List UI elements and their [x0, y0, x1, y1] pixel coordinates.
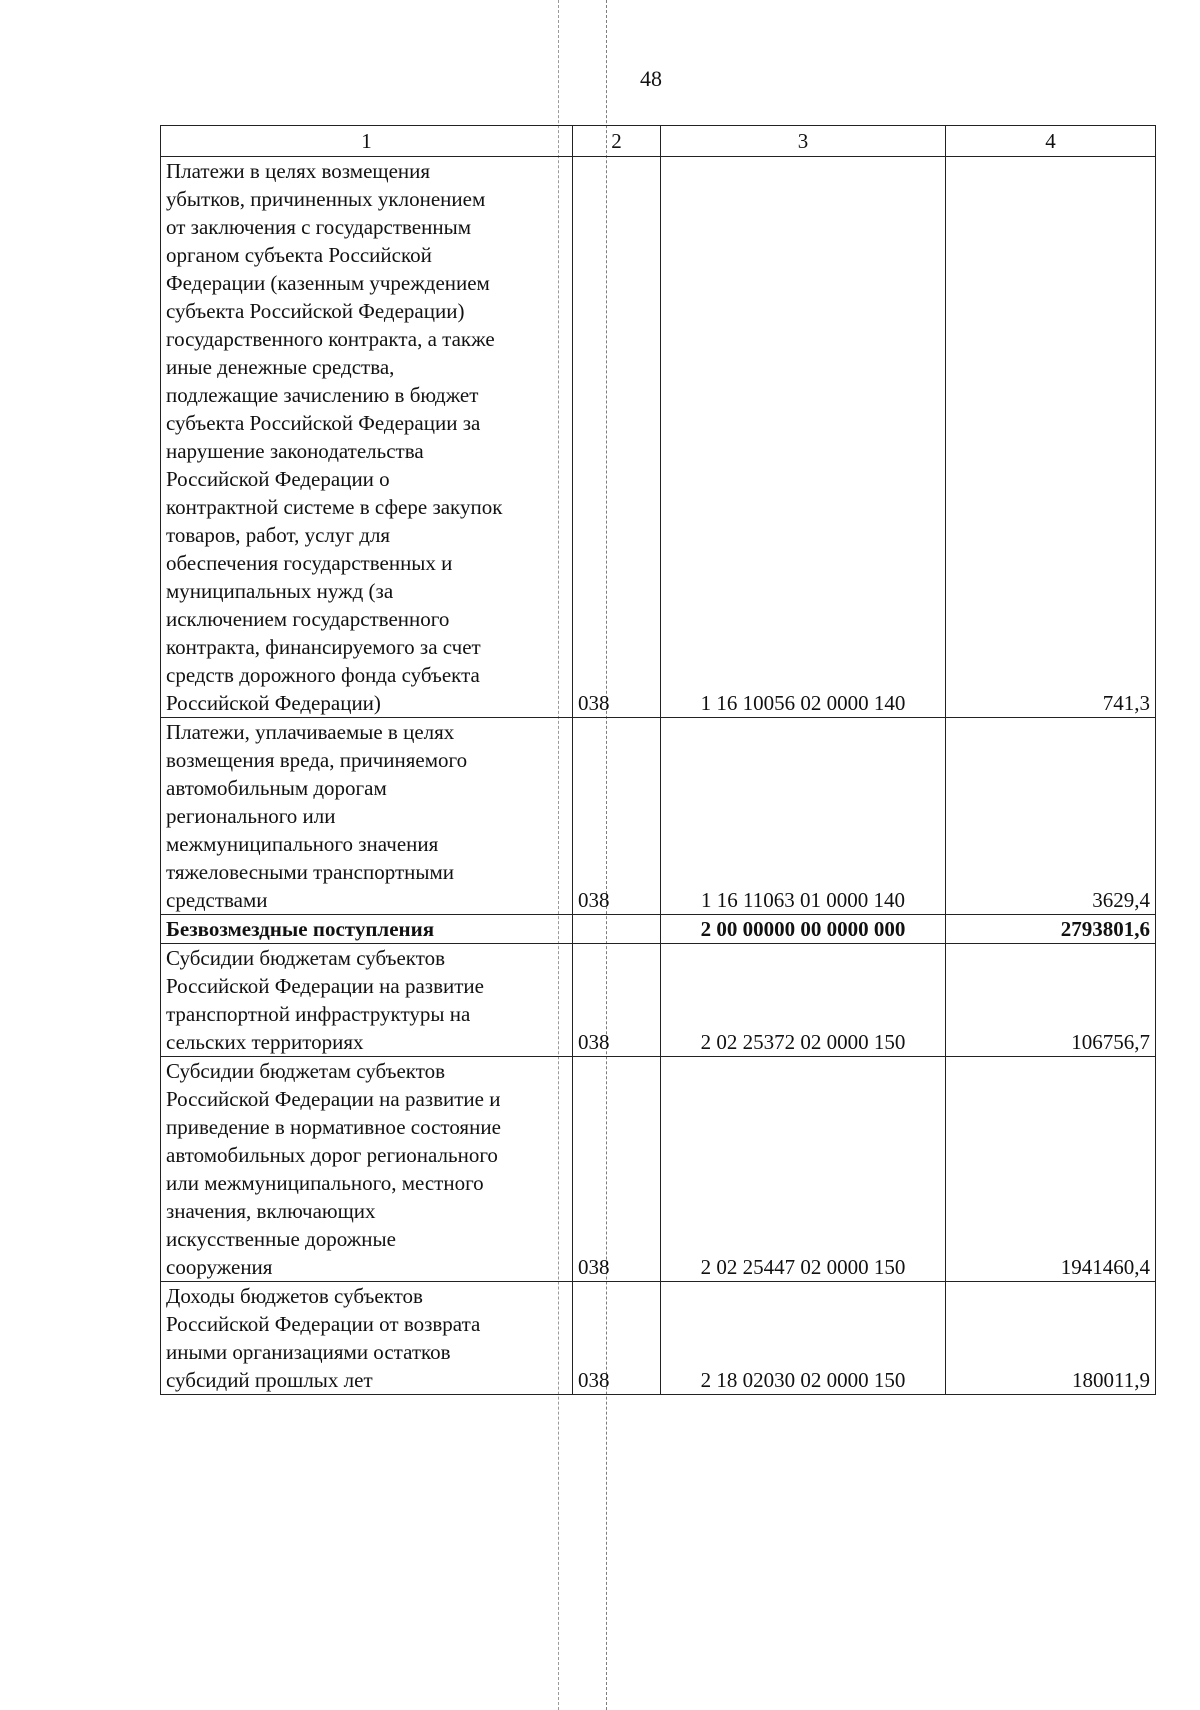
row-amount-cell: 106756,7	[946, 944, 1156, 1057]
row-code-cell: 038	[573, 1057, 661, 1282]
row-code-cell: 038	[573, 157, 661, 718]
column-header-1: 1	[161, 126, 573, 157]
row-amount-cell: 1941460,4	[946, 1057, 1156, 1282]
table-header-row	[161, 126, 1156, 157]
column-header-3: 3	[661, 126, 946, 157]
table-row	[161, 157, 1156, 718]
row-amount-cell: 180011,9	[946, 1282, 1156, 1395]
row-name-cell: Субсидии бюджетам субъектов Российской Федерации на развитие и приведение в нормативное состояние автомобильных дорог регионального или межмуниципального, местного значения, включающих искусственные дорожные сооружения	[161, 1057, 573, 1282]
row-code-cell: 038	[573, 1282, 661, 1395]
row-kbk-cell: 1 16 10056 02 0000 140	[661, 157, 946, 718]
row-kbk-cell: 2 00 00000 00 0000 000	[661, 915, 946, 944]
row-amount-cell: 3629,4	[946, 718, 1156, 915]
row-kbk-cell: 2 02 25372 02 0000 150	[661, 944, 946, 1057]
row-name-cell: Безвозмездные поступления	[161, 915, 573, 944]
row-name-cell: Субсидии бюджетам субъектов Российской Федерации на развитие транспортной инфраструктуры на сельских территориях	[161, 944, 573, 1057]
table-row-total	[161, 915, 1156, 944]
table-row	[161, 944, 1156, 1057]
table-row	[161, 718, 1156, 915]
row-kbk-cell: 2 18 02030 02 0000 150	[661, 1282, 946, 1395]
revenue-table	[160, 125, 1156, 1395]
column-header-2: 2	[573, 126, 661, 157]
table-row	[161, 1282, 1156, 1395]
column-header-4: 4	[946, 126, 1156, 157]
row-code-cell	[573, 915, 661, 944]
row-code-cell: 038	[573, 718, 661, 915]
row-kbk-cell: 2 02 25447 02 0000 150	[661, 1057, 946, 1282]
row-name-cell: Платежи, уплачиваемые в целях возмещения вреда, причиняемого автомобильным дорогам регионального или межмуниципального значения тяжеловесными транспортными средствами	[161, 718, 573, 915]
row-code-cell: 038	[573, 944, 661, 1057]
table-row	[161, 1057, 1156, 1282]
row-amount-cell: 2793801,6	[946, 915, 1156, 944]
row-kbk-cell: 1 16 11063 01 0000 140	[661, 718, 946, 915]
row-name-cell: Доходы бюджетов субъектов Российской Федерации от возврата иными организациями остатков субсидий прошлых лет	[161, 1282, 573, 1395]
row-amount-cell: 741,3	[946, 157, 1156, 718]
page-number: 48	[640, 66, 662, 91]
row-name-cell: Платежи в целях возмещения убытков, причиненных уклонением от заключения с государственным органом субъекта Российской Федерации (казенным учреждением субъекта Российской Федерации) государственного контракта, а также иные денежные средства, подлежащие зачислению в бюджет субъекта Российской Федерации за нарушение законодательства Российской Федерации о контрактной системе в сфере закупок товаров, работ, услуг для обеспечения государственных и муниципальных нужд (за исключением государственного контракта, финансируемого за счет средств дорожного фонда субъекта Российской Федерации)	[161, 157, 573, 718]
